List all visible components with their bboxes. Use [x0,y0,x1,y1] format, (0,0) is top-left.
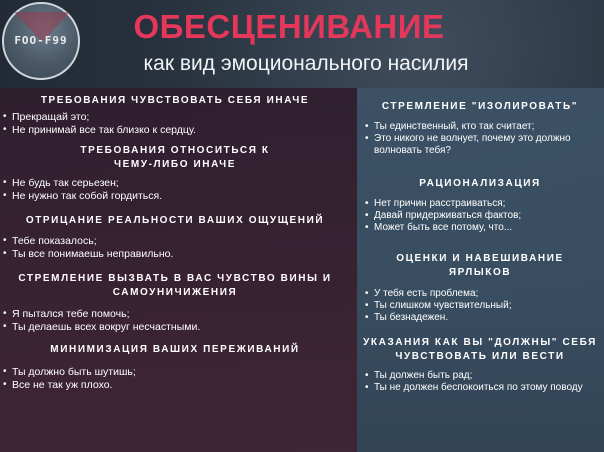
section-heading: МИНИМИЗАЦИЯ ВАШИХ ПЕРЕЖИВАНИЙ [50,344,300,355]
section-guilt [0,272,350,300]
list-item: • Давай придерживаться фактов; [362,210,598,222]
section-heading: РАЦИОНАЛИЗАЦИЯ [419,178,541,189]
list-item: • Ты не должен беспокоиться по этому поводу [362,382,598,394]
list-item: • Прекращай это; [0,111,350,124]
section-heading: СТРЕМЛЕНИЕ "ИЗОЛИРОВАТЬ" [381,101,579,112]
item-list [0,366,350,391]
item-list [362,370,598,394]
page-title: ОБЕСЦЕНИВАНИЕ [133,8,445,45]
list-item: • Не принимай все так близко к сердцу. [0,124,350,137]
section-should [362,336,598,394]
item-list [0,235,350,260]
list-item: • Ты должно быть шутишь; [0,366,350,379]
list-item: • Ты безнадежен. [362,312,598,324]
list-item: • Тебе показалось; [0,235,350,248]
item-list [362,198,598,234]
list-item: • Нет причин расстраиваться; [362,198,598,210]
section-demand-feel [0,94,350,136]
item-list [362,288,598,324]
item-list [0,177,350,202]
section-minimization [0,343,350,391]
section-heading: УКАЗАНИЯ КАК ВЫ "ДОЛЖНЫ" СЕБЯ ЧУВСТВОВАТЬ ИЛИ ВЕСТИ [363,337,597,362]
section-denial [0,214,350,260]
section-heading: ОЦЕНКИ И НАВЕШИВАНИЕ ЯРЛЫКОВ [396,253,564,278]
list-item: • Не будь так серьезен; [0,177,350,190]
list-item: • Ты все понимаешь неправильно. [0,248,350,261]
site-logo [2,2,80,80]
section-heading: СТРЕМЛЕНИЕ ВЫЗВАТЬ В ВАС ЧУВСТВО ВИНЫ И САМОУНИЧИЖЕНИЯ [18,273,332,298]
list-item: • Может быть все потому, что... [362,222,598,234]
section-rationalization [362,177,598,234]
list-item: • Ты единственный, кто так считает; [362,121,598,133]
list-item: • Это никого не волнует, почему это должно волновать тебя? [362,133,598,157]
list-item: • У тебя есть проблема; [362,288,598,300]
item-list [0,111,350,136]
section-labels [362,252,598,280]
section-heading: ТРЕБОВАНИЯ ЧУВСТВОВАТЬ СЕБЯ ИНАЧЕ [40,95,310,106]
left-column [0,88,350,391]
item-list [362,121,598,157]
item-list [0,308,350,333]
logo-text: FOO-F99 [14,34,68,47]
right-column [362,88,598,394]
section-heading: ТРЕБОВАНИЯ ОТНОСИТЬСЯ К ЧЕМУ-ЛИБО ИНАЧЕ [80,145,270,170]
section-heading: ОТРИЦАНИЕ РЕАЛЬНОСТИ ВАШИХ ОЩУЩЕНИЙ [25,215,325,226]
list-item: • Я пытался тебе помочь; [0,308,350,321]
list-item: • Ты делаешь всех вокруг несчастными. [0,321,350,334]
page-subtitle: как вид эмоционального насилия [143,52,469,75]
list-item: • Ты должен быть рад; [362,370,598,382]
list-item: • Не нужно так собой гордиться. [0,190,350,203]
list-item: • Все не так уж плохо. [0,379,350,392]
list-item: • Ты слишком чувствительный; [362,300,598,312]
section-isolation [362,100,598,157]
section-demand-attitude [0,144,350,172]
